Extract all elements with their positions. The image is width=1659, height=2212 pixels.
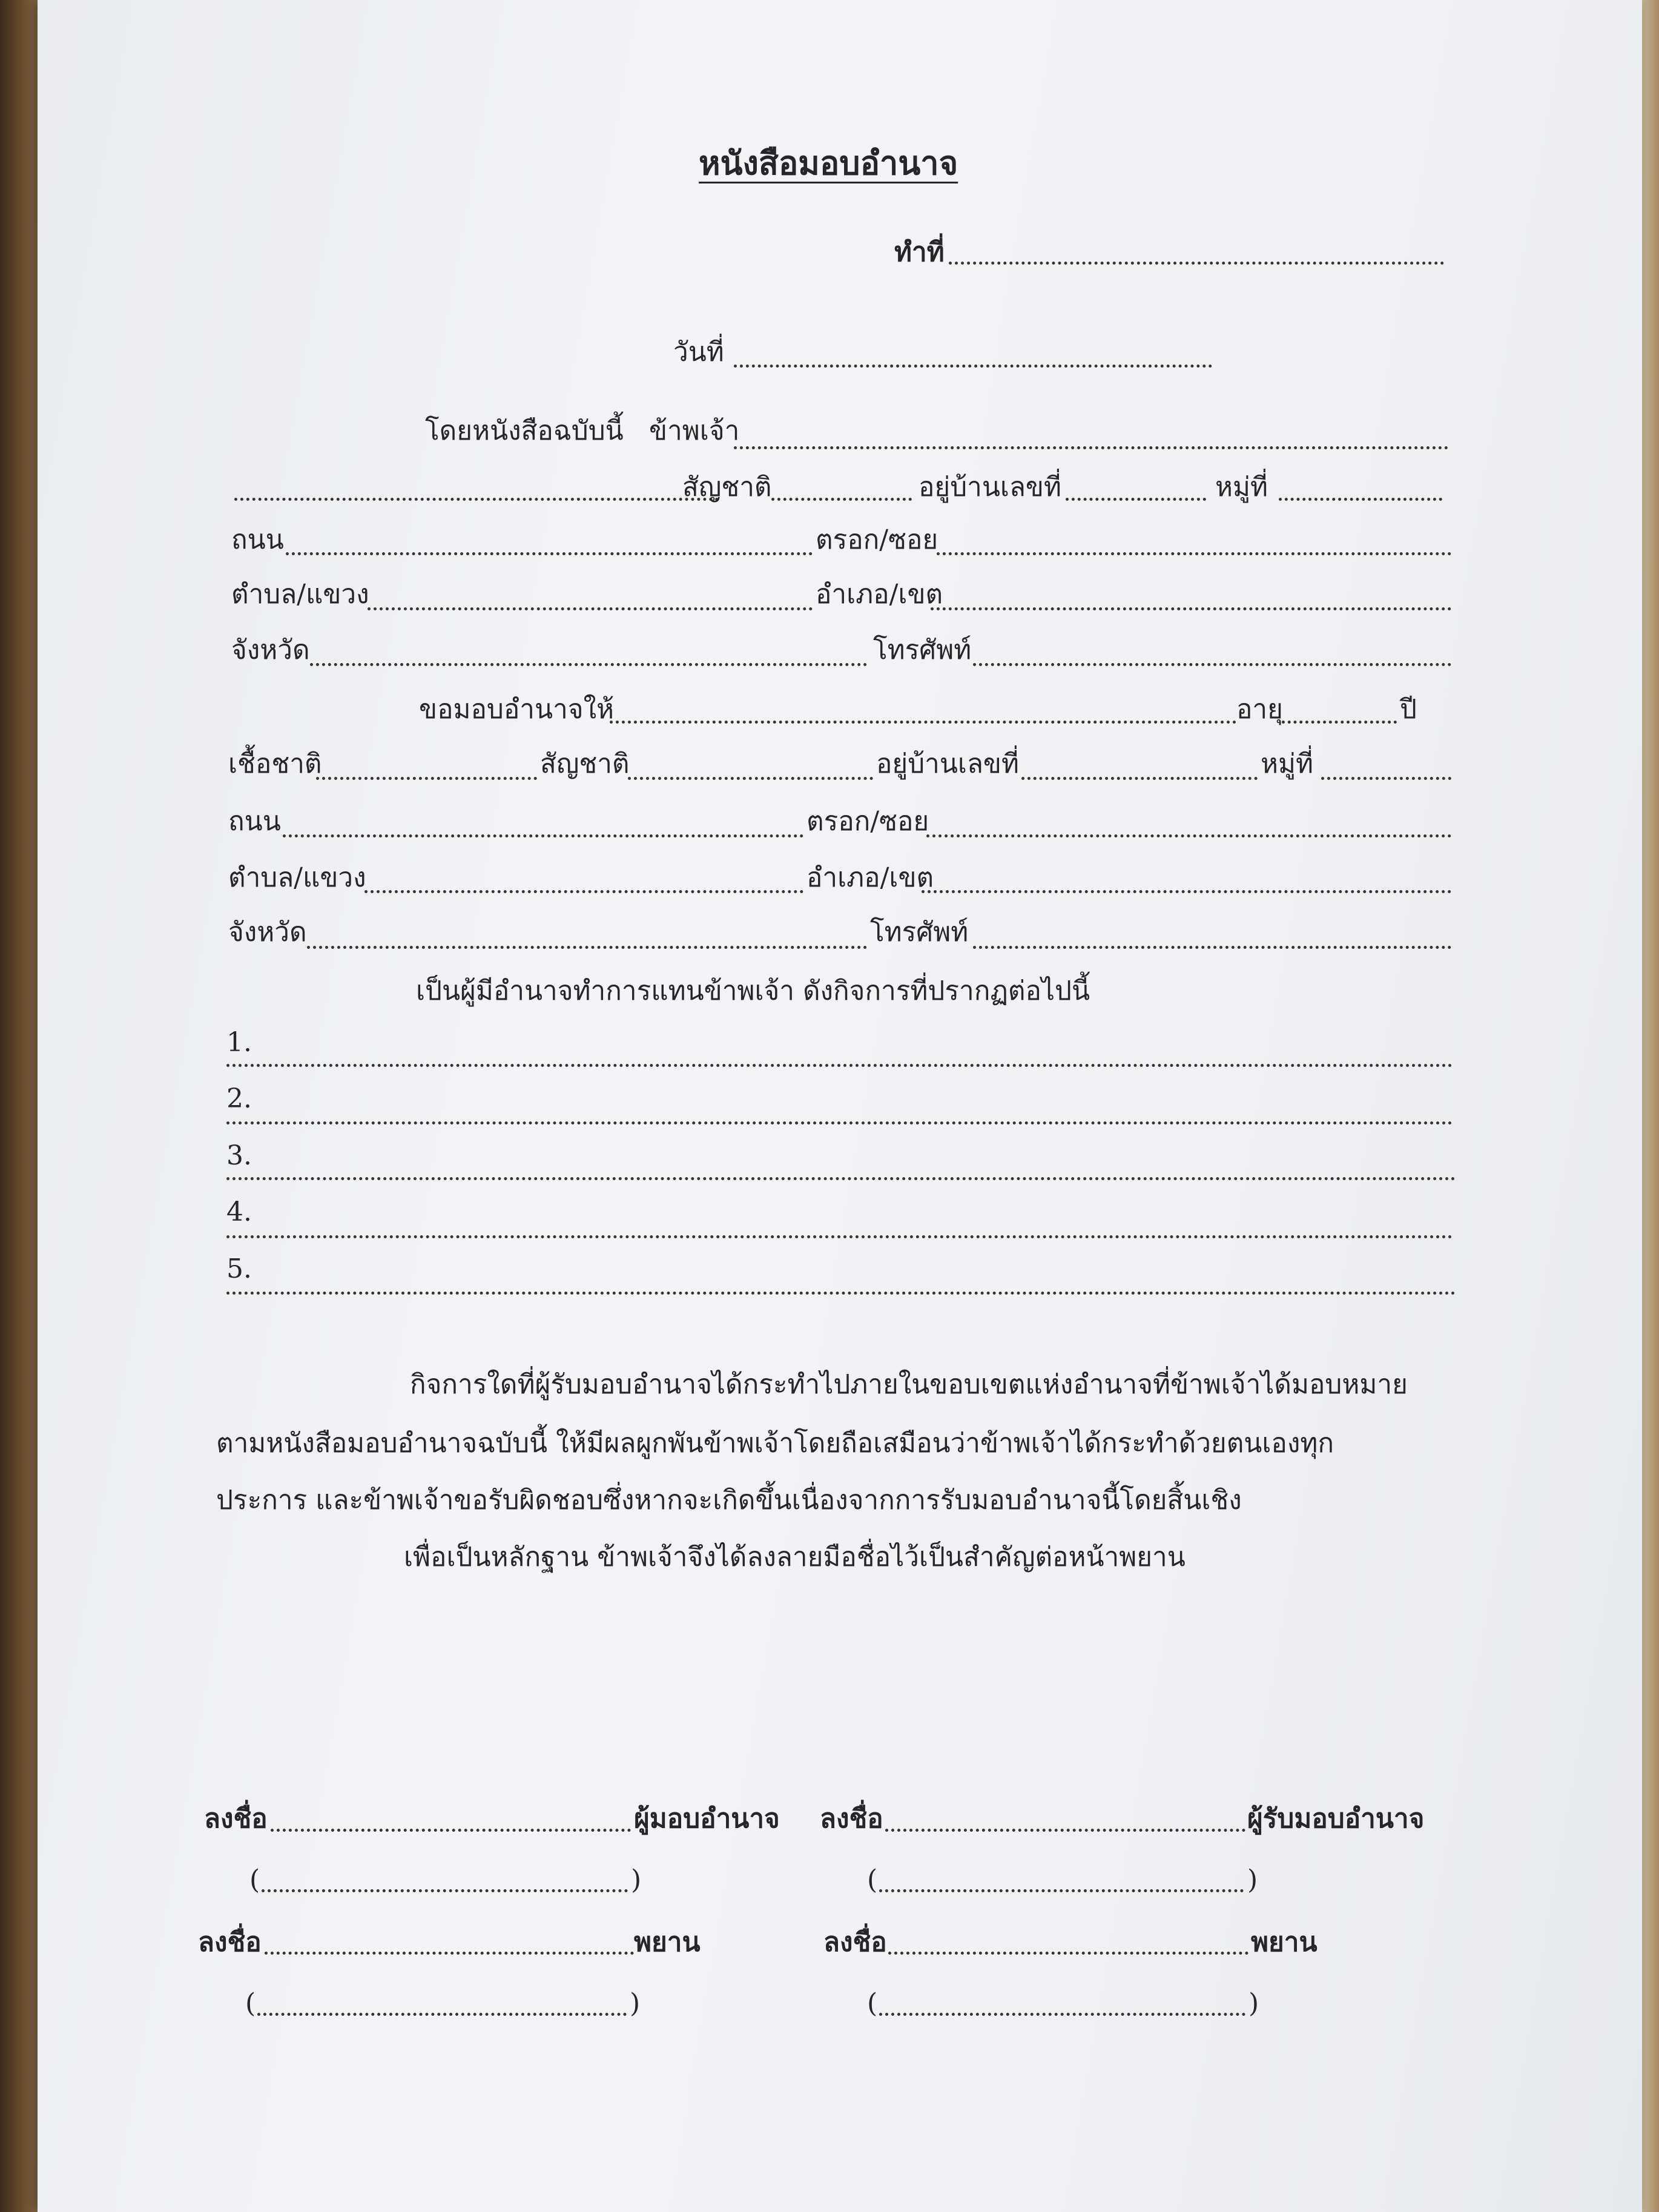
grantee-year-label: ปี [1400,694,1417,725]
body-line-4: เพื่อเป็นหลักฐาน ข้าพเจ้าจึงได้ลงลายมือชื่อไว้เป็นสำคัญต่อหน้าพยาน [404,1542,1186,1573]
grantor-province-field[interactable] [310,663,867,666]
grantee-intro: ขอมอบอำนาจให้ [419,694,615,725]
place-field[interactable] [949,262,1444,265]
body-line-2: ตามหนังสือมอบอำนาจฉบับนี้ ให้มีผลผูกพันข้าพเจ้าโดยถือเสมือนว่าข้าพเจ้าได้กระทำด้วยตนเองทุก [216,1428,1334,1459]
item-number: 5. [226,1253,252,1284]
grantee-name-field[interactable] [610,721,1236,724]
grantee-road-label: ถนน [228,806,281,837]
item-number: 4. [226,1197,252,1227]
sign-label: ลงชื่อ [198,1927,262,1958]
grantee-district-field[interactable] [922,890,1451,893]
authority-intro: เป็นผู้มีอำนาจทำการแทนข้าพเจ้า ดังกิจการที่ปรากฏต่อไปนี้ [416,976,1090,1006]
sign-label: ลงชื่อ [823,1927,887,1958]
grantor-phone-label: โทรศัพท์ [873,635,972,665]
grantor-role-label: ผู้มอบอำนาจ [634,1803,780,1834]
item-number: 3. [226,1140,252,1171]
grantor-house-no-label: อยู่บ้านเลขที่ [919,472,1062,503]
grantor-nationality-label: สัญชาติ [682,472,772,503]
grantee-road-field[interactable] [283,834,803,837]
grantor-moo-field[interactable] [1279,498,1442,501]
date-label: วันที่ [673,337,724,368]
grantee-soi-label: ตรอก/ซอย [806,806,929,837]
item-number: 2. [226,1083,252,1114]
grantor-road-field[interactable] [286,552,813,555]
document-page [38,0,1642,2212]
grantee-phone-field[interactable] [973,946,1451,949]
item-field-3[interactable] [226,1177,1456,1180]
grantee-province-label: จังหวัด [228,917,307,948]
witness2-signature-field[interactable] [888,1952,1248,1955]
wood-background-left [0,0,38,2212]
witness-role-label: พยาน [1251,1927,1318,1958]
grantee-subdistrict-label: ตำบล/แขวง [228,862,366,893]
grantor-soi-label: ตรอก/ซอย [816,524,938,555]
paren-close: ) [631,1864,642,1895]
grantor-subdistrict-label: ตำบล/แขวง [231,579,369,610]
witness-role-label: พยาน [634,1927,701,1958]
grantee-nationality-field[interactable] [628,777,873,780]
grantee-subdistrict-field[interactable] [364,890,803,893]
paren-close: ) [630,1988,641,2019]
grantee-signature-field[interactable] [885,1829,1245,1832]
paren-open: ( [245,1988,256,2019]
grantor-printed-name-field[interactable] [262,1889,628,1892]
witness2-printed-name-field[interactable] [879,2013,1245,2016]
document-title: หนังสือมอบอำนาจ [699,144,958,182]
grantee-role-label: ผู้รับมอบอำนาจ [1247,1803,1425,1834]
grantee-race-label: เชื้อชาติ [228,748,322,779]
grantee-printed-name-field[interactable] [879,1889,1244,1892]
grantor-name-label: ข้าพเจ้า [649,415,740,446]
item-field-1[interactable] [226,1064,1453,1067]
grantor-moo-label: หมู่ที่ [1215,472,1268,503]
paren-close: ) [1248,1988,1259,2019]
paren-open: ( [867,1864,878,1895]
grantor-road-label: ถนน [231,524,284,555]
body-line-3: ประการ และข้าพเจ้าขอรับผิดชอบซึ่งหากจะเกิดขึ้นเนื่องจากการรับมอบอำนาจนี้โดยสิ้นเชิง [216,1485,1242,1516]
grantor-phone-field[interactable] [973,663,1451,666]
grantor-name-continue-field[interactable] [234,498,719,501]
sign-label: ลงชื่อ [204,1803,268,1834]
grantor-nationality-field[interactable] [771,498,912,501]
grantor-soi-field[interactable] [937,552,1451,555]
item-number: 1. [226,1027,252,1058]
grantee-province-field[interactable] [307,946,867,949]
date-field[interactable] [734,365,1212,368]
grantee-race-field[interactable] [316,777,537,780]
grantor-district-field[interactable] [931,607,1451,610]
body-line-1: กิจการใดที่ผู้รับมอบอำนาจได้กระทำไปภายในขอบเขตแห่งอำนาจที่ข้าพเจ้าได้มอบหมาย [410,1369,1408,1400]
grantee-nationality-label: สัญชาติ [540,748,630,779]
grantor-name-field[interactable] [734,446,1448,449]
grantor-district-label: อำเภอ/เขต [816,579,943,610]
item-field-4[interactable] [226,1235,1453,1238]
place-label: ทำที่ [894,237,945,268]
grantor-province-label: จังหวัด [231,635,310,665]
grantee-phone-label: โทรศัพท์ [870,917,969,948]
grantee-house-no-field[interactable] [1021,777,1258,780]
witness1-signature-field[interactable] [265,1952,634,1955]
grantor-intro: โดยหนังสือฉบับนี้ [425,415,624,446]
grantor-house-no-field[interactable] [1066,498,1206,501]
item-field-2[interactable] [226,1121,1453,1124]
witness1-printed-name-field[interactable] [257,2013,627,2016]
grantee-moo-field[interactable] [1321,777,1451,780]
grantee-soi-field[interactable] [926,834,1451,837]
grantor-signature-field[interactable] [271,1829,631,1832]
paren-close: ) [1247,1864,1258,1895]
item-field-5[interactable] [226,1292,1456,1295]
grantee-house-no-label: อยู่บ้านเลขที่ [876,748,1020,779]
paren-open: ( [867,1988,878,2019]
grantee-moo-label: หมู่ที่ [1261,748,1314,779]
grantee-district-label: อำเภอ/เขต [806,862,934,893]
wood-background-right [1641,0,1659,2212]
grantee-age-field[interactable] [1282,721,1397,724]
grantor-subdistrict-field[interactable] [368,607,813,610]
sign-label: ลงชื่อ [820,1803,883,1834]
paren-open: ( [249,1864,260,1895]
grantee-age-label: อายุ [1236,694,1283,725]
